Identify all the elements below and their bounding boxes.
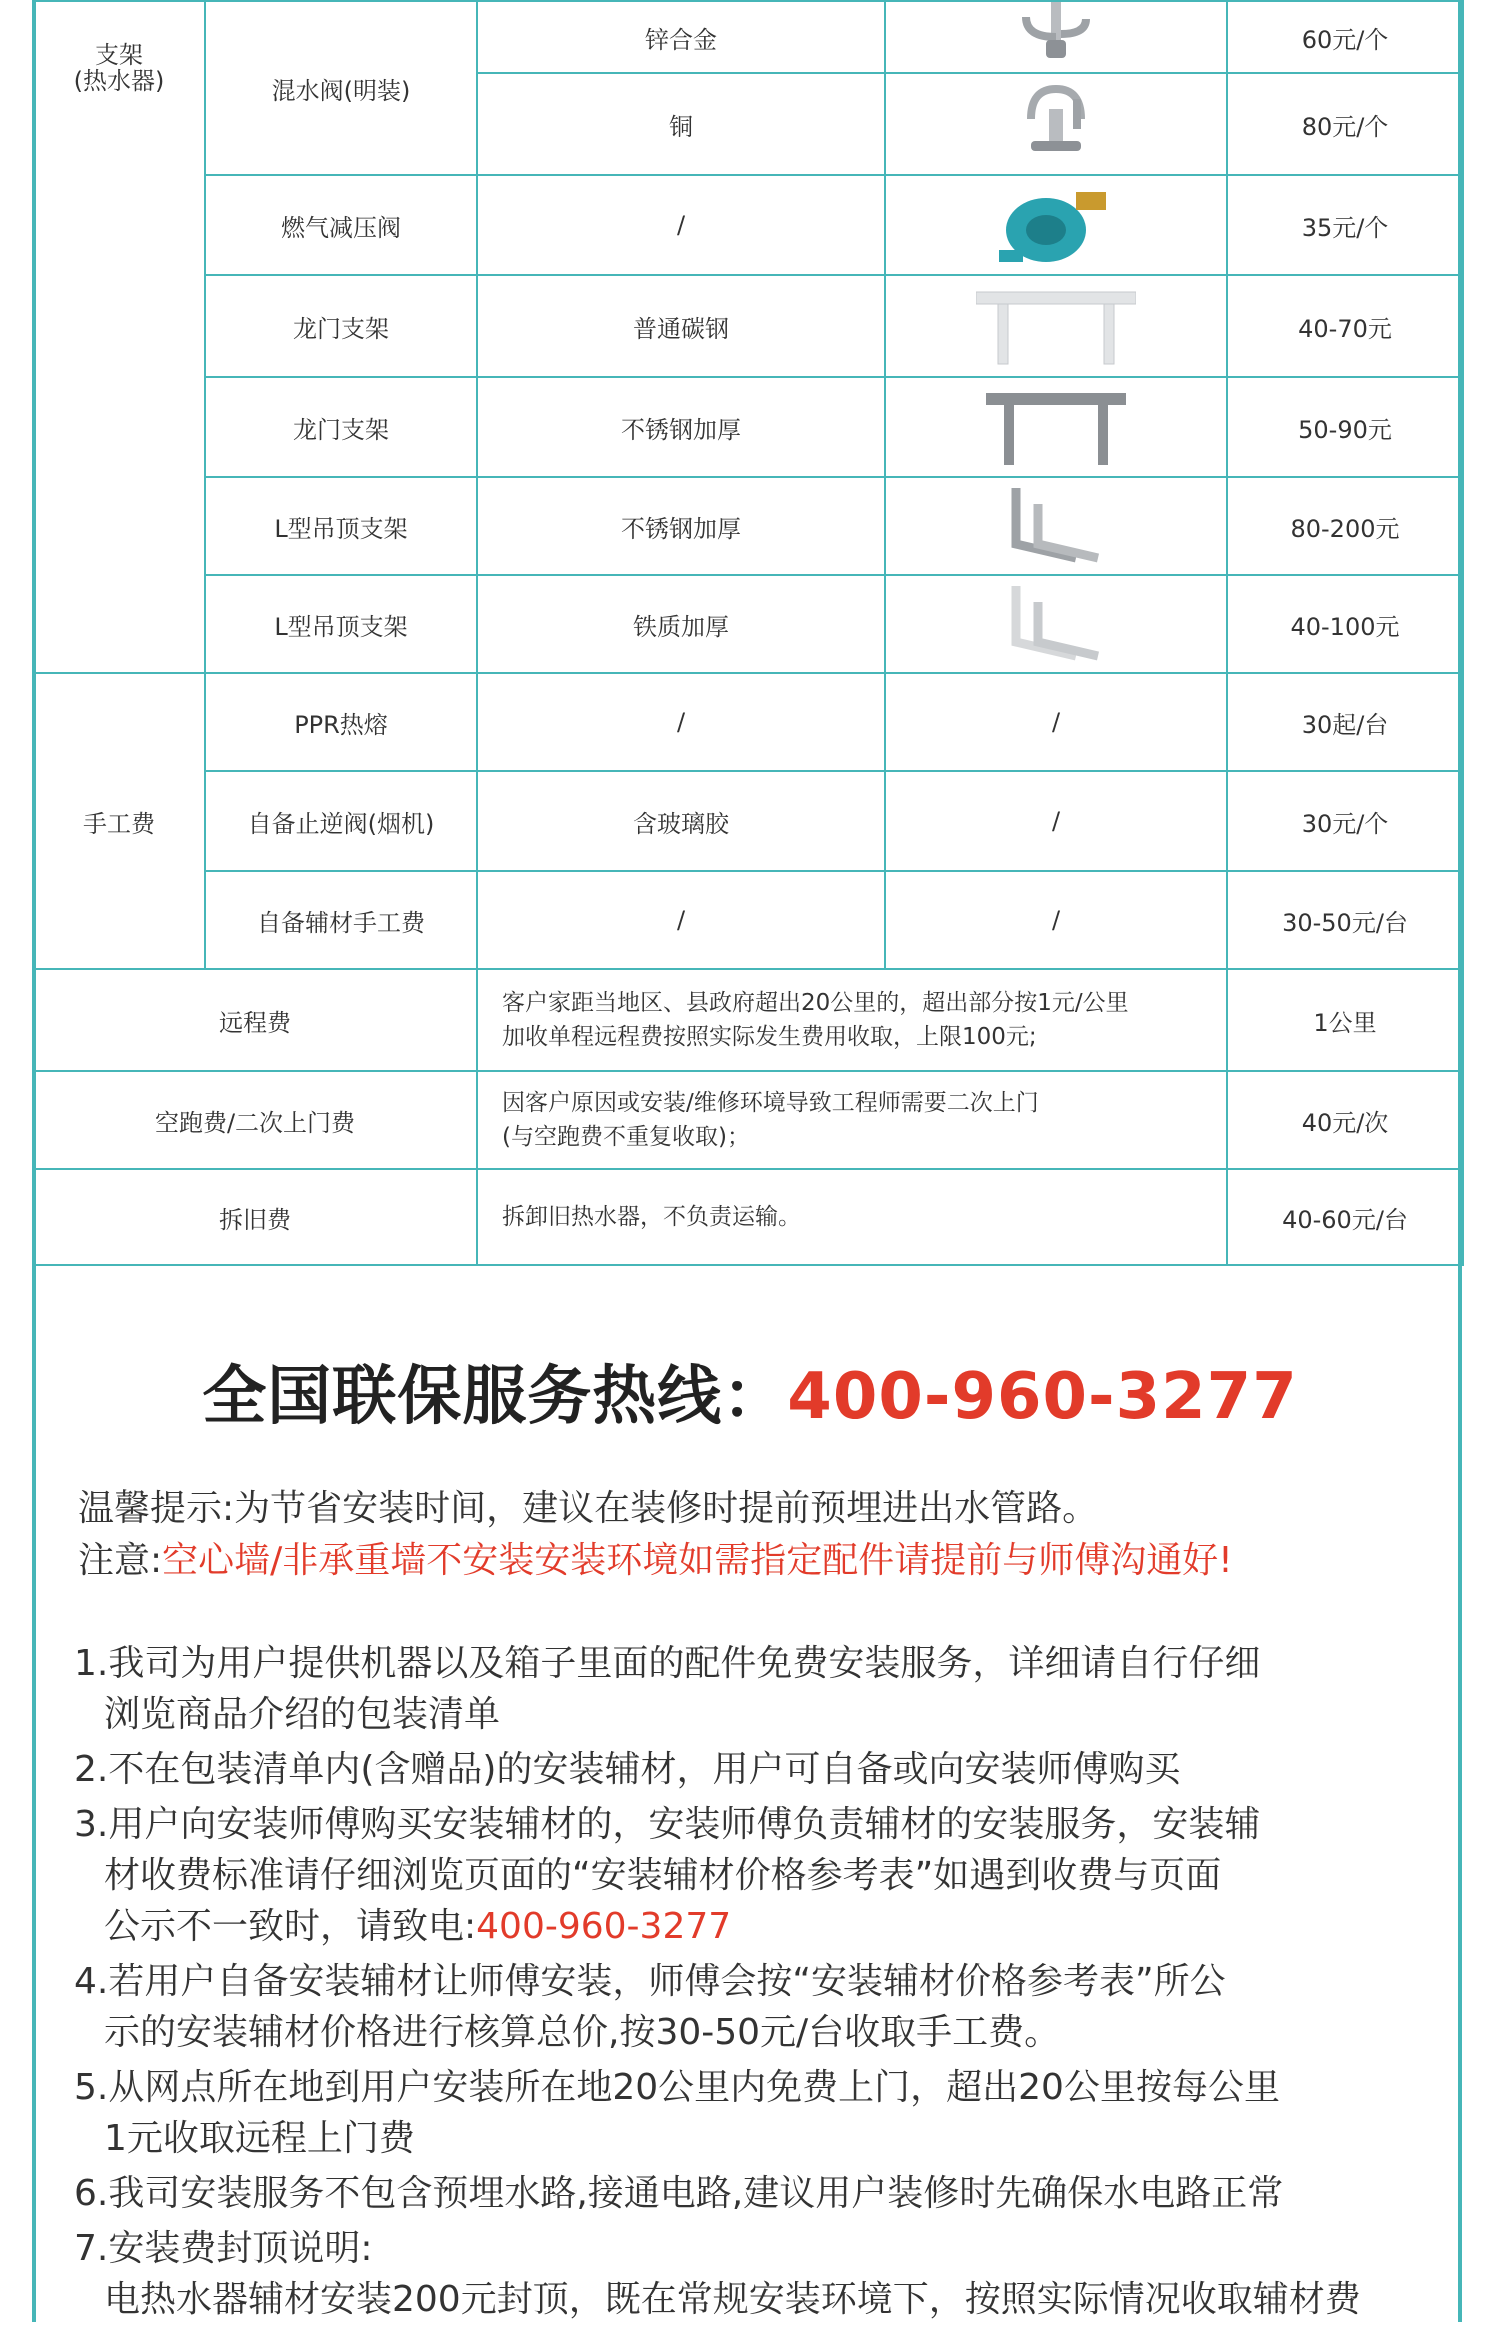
material-cell: / — [477, 673, 885, 771]
item-name-cell: 龙门支架 — [205, 275, 477, 377]
list-item — [74, 1799, 1414, 1952]
image-cell: / — [885, 871, 1227, 969]
list-item-text: 1元收取远程上门费 — [104, 2118, 415, 2159]
l-bracket-icon — [885, 575, 1227, 673]
list-item-text: 电热水器辅材安装200元封顶，既在常规安装环境下，按照实际情况收取辅材费 — [104, 2279, 1361, 2320]
category-cell: 手工费 — [33, 673, 205, 969]
list-item-text: 4.若用户自备安装辅材让师傅安装，师傅会按“安装辅材价格参考表”所公 — [74, 1961, 1226, 2002]
item-name-cell: 燃气减压阀 — [205, 175, 477, 275]
material-cell: 铁质加厚 — [477, 575, 885, 673]
list-item-text: 公示不一致时，请致电: — [104, 1906, 477, 1947]
list-item-text: 5.从网点所在地到用户安装所在地20公里内免费上门，超出20公里按每公里 — [74, 2067, 1280, 2108]
price-cell: 30元/个 — [1227, 771, 1463, 871]
list-item — [74, 2062, 1414, 2164]
price-cell: 80-200元 — [1227, 477, 1463, 575]
table-row — [33, 275, 1463, 377]
fee-desc-cell: 客户家距当地区、县政府超出20公里的，超出部分按1元/公里 加收单程远程费按照实际发生费用收取，上限100元; — [477, 969, 1227, 1071]
table-row — [33, 175, 1463, 275]
list-item-text: 示的安装辅材价格进行核算总价,按30-50元/台收取手工费。 — [104, 2012, 1061, 2053]
price-cell: 30起/台 — [1227, 673, 1463, 771]
price-cell: 1公里 — [1227, 969, 1463, 1071]
list-item-text: 3.用户向安装师傅购买安装辅材的，安装师傅负责辅材的安装服务，安装辅 — [74, 1804, 1261, 1845]
list-item — [74, 2223, 1414, 2325]
material-cell: 铜 — [477, 73, 885, 175]
faucet-icon — [885, 73, 1227, 175]
fee-desc-cell: 拆卸旧热水器，不负责运输。 — [477, 1169, 1227, 1265]
attention-label: 注意: — [78, 1540, 163, 1581]
price-cell: 40-100元 — [1227, 575, 1463, 673]
list-item — [74, 1744, 1414, 1795]
list-item-text: 7.安装费封顶说明: — [74, 2228, 373, 2269]
item-name-cell: PPR热熔 — [205, 673, 477, 771]
list-item — [74, 1638, 1414, 1740]
list-item-text: 浏览商品介绍的包装清单 — [104, 1694, 501, 1735]
material-cell: 锌合金 — [477, 1, 885, 73]
material-cell: / — [477, 175, 885, 275]
price-cell: 40元/次 — [1227, 1071, 1463, 1169]
phone-number[interactable]: 400-960-3277 — [476, 1906, 732, 1947]
item-name-cell: 自备止逆阀(烟机) — [205, 771, 477, 871]
table-row — [33, 871, 1463, 969]
price-cell: 60元/个 — [1227, 1, 1463, 73]
item-name-cell: L型吊顶支架 — [205, 575, 477, 673]
image-cell: / — [885, 771, 1227, 871]
service-terms-list — [74, 1638, 1414, 2329]
list-item-text: 2.不在包装清单内(含赠品)的安装辅材，用户可自备或向安装师傅购买 — [74, 1749, 1181, 1790]
table-row — [33, 1, 1463, 73]
table-row — [33, 377, 1463, 477]
warm-tip: 温馨提示:为节省安装时间，建议在装修时提前预埋进出水管路。 — [78, 1488, 1099, 1529]
table-row — [33, 1071, 1463, 1169]
material-cell: 不锈钢加厚 — [477, 477, 885, 575]
table-row — [33, 575, 1463, 673]
price-cell: 80元/个 — [1227, 73, 1463, 175]
attention-text: 空心墙/非承重墙不安装安装环境如需指定配件请提前与师傅沟通好! — [162, 1540, 1233, 1581]
fee-name-cell: 空跑费/二次上门费 — [33, 1071, 477, 1169]
service-hotline — [0, 1345, 1500, 1437]
list-item — [74, 2168, 1414, 2219]
list-item-text: 6.我司安装服务不包含预埋水路,接通电路,建议用户装修时先确保水电路正常 — [74, 2173, 1284, 2214]
fee-desc-cell: 因客户原因或安装/维修环境导致工程师需要二次上门 (与空跑费不重复收取)； — [477, 1071, 1227, 1169]
gantry-bracket-icon — [885, 377, 1227, 477]
gantry-bracket-icon — [885, 275, 1227, 377]
table-row — [33, 969, 1463, 1071]
list-item-text — [74, 1901, 1414, 1952]
fee-name-cell: 远程费 — [33, 969, 477, 1071]
material-cell: / — [477, 871, 885, 969]
price-cell: 30-50元/台 — [1227, 871, 1463, 969]
table-row — [33, 771, 1463, 871]
fee-name-cell: 拆旧费 — [33, 1169, 477, 1265]
table-row — [33, 1169, 1463, 1265]
price-cell: 40-60元/台 — [1227, 1169, 1463, 1265]
price-cell: 50-90元 — [1227, 377, 1463, 477]
faucet-icon — [885, 1, 1227, 73]
tips-block — [78, 1483, 1418, 1587]
table-row — [33, 477, 1463, 575]
attention-line — [78, 1535, 1418, 1587]
list-item — [74, 1956, 1414, 2058]
item-name-cell: 混水阀(明装) — [205, 1, 477, 175]
material-cell: 含玻璃胶 — [477, 771, 885, 871]
gas-valve-icon — [885, 175, 1227, 275]
material-cell: 不锈钢加厚 — [477, 377, 885, 477]
accessory-price-table — [32, 0, 1464, 1266]
hotline-label: 全国联保服务热线： — [202, 1360, 788, 1434]
l-bracket-icon — [885, 477, 1227, 575]
price-cell: 35元/个 — [1227, 175, 1463, 275]
list-item-text: 材收费标准请仔细浏览页面的“安装辅材价格参考表”如遇到收费与页面 — [104, 1855, 1222, 1896]
category-cell: 支架 (热水器) — [33, 1, 205, 673]
price-cell: 40-70元 — [1227, 275, 1463, 377]
table-row — [33, 673, 1463, 771]
material-cell: 普通碳钢 — [477, 275, 885, 377]
item-name-cell: 龙门支架 — [205, 377, 477, 477]
item-name-cell: 自备辅材手工费 — [205, 871, 477, 969]
hotline-number[interactable]: 400-960-3277 — [787, 1360, 1298, 1434]
list-item-text: 1.我司为用户提供机器以及箱子里面的配件免费安装服务，详细请自行仔细 — [74, 1643, 1261, 1684]
image-cell: / — [885, 673, 1227, 771]
item-name-cell: L型吊顶支架 — [205, 477, 477, 575]
